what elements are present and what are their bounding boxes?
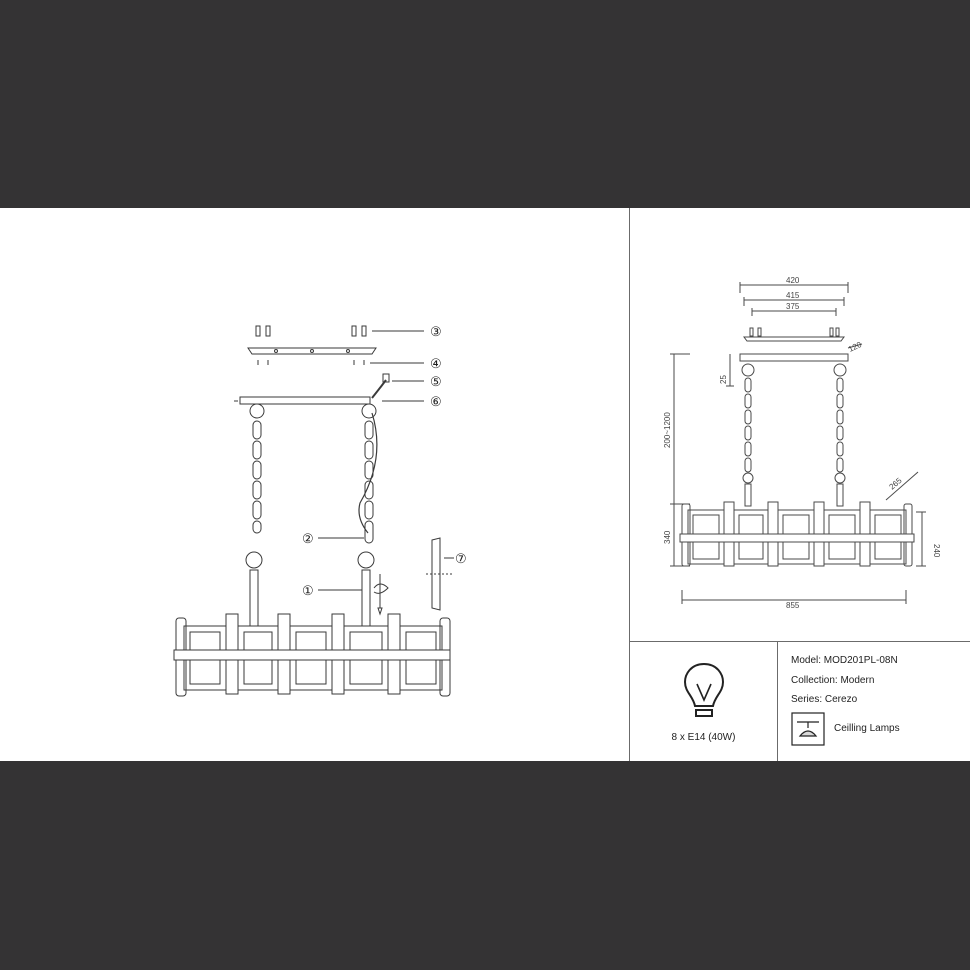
- ring-right: [358, 552, 374, 568]
- dim-420: 420: [786, 276, 800, 285]
- ceiling-lamp-icon: [791, 712, 825, 746]
- callout-3: ③: [430, 324, 442, 339]
- dimension-diagram: [630, 208, 970, 641]
- info-divider: [777, 642, 778, 761]
- dim-crystal-body: [680, 502, 914, 566]
- series-label: Series: Cerezo: [791, 694, 858, 705]
- callout-2: ②: [302, 531, 314, 546]
- wire-connector: [372, 374, 389, 398]
- model-label: Model: MOD201PL-08N: [791, 655, 898, 666]
- callout-5: ⑤: [430, 374, 442, 389]
- collection-label: Collection: Modern: [791, 675, 875, 686]
- callout-6: ⑥: [430, 394, 442, 409]
- panel-divider-horizontal: [630, 641, 970, 642]
- dim-canopy: [740, 354, 848, 361]
- chain-right: [359, 404, 377, 543]
- bulb-spec: 8 x E14 (40W): [671, 732, 736, 743]
- chain-left: [250, 404, 264, 533]
- dim-340: 340: [663, 530, 672, 544]
- dim-855: 855: [786, 601, 800, 610]
- dim-chain-left: [742, 364, 754, 506]
- screws-top: [256, 326, 366, 336]
- rod-right: [362, 570, 370, 626]
- dim-chain-right: [834, 364, 846, 506]
- assembly-diagram: [0, 208, 630, 761]
- mounting-bracket: [248, 348, 376, 365]
- rod-left: [250, 570, 258, 626]
- ring-left: [246, 552, 262, 568]
- canopy: [240, 397, 370, 404]
- wall-plate: [426, 538, 452, 610]
- lamp-type-label: Ceilling Lamps: [834, 723, 900, 734]
- dim-375: 375: [786, 302, 800, 311]
- dim-120: 120: [847, 340, 863, 354]
- crystal-body: [174, 614, 450, 696]
- dim-415: 415: [786, 291, 800, 300]
- callout-7: ⑦: [455, 551, 467, 566]
- screw-hook: [374, 574, 388, 614]
- callout-4: ④: [430, 356, 442, 371]
- bulb-icon: [681, 660, 727, 724]
- dim-200-1200: 200~1200: [663, 412, 672, 448]
- dim-265: 265: [887, 476, 904, 492]
- dim-240: 240: [932, 544, 941, 558]
- callout-1: ①: [302, 583, 314, 598]
- dim-bracket: [744, 328, 844, 341]
- dim-25: 25: [719, 375, 728, 384]
